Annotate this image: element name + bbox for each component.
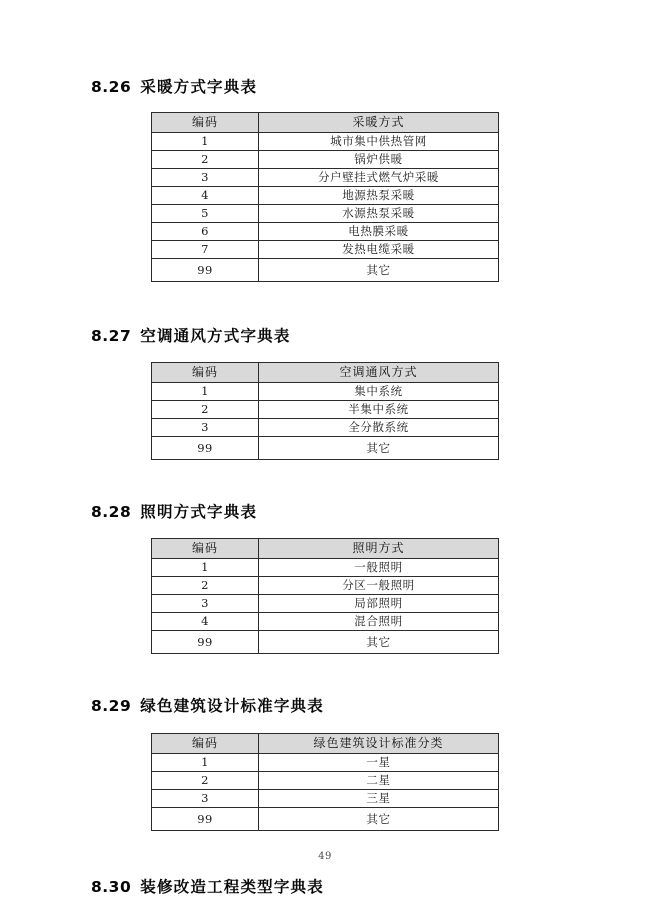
table-row <box>152 771 499 789</box>
cell-code: 6 <box>152 223 259 241</box>
section-title: 采暖方式字典表 <box>140 78 258 96</box>
table-row <box>152 133 499 151</box>
cell-name: 分区一般照明 <box>259 577 499 595</box>
cell-name: 发热电缆采暖 <box>259 241 499 259</box>
cell-name: 其它 <box>259 631 499 654</box>
section-number: 8.30 <box>91 877 132 896</box>
cell-code: 1 <box>152 133 259 151</box>
column-header-name: 绿色建筑设计标准分类 <box>259 733 499 753</box>
table-row <box>152 789 499 807</box>
table-row <box>152 241 499 259</box>
table-row <box>152 436 499 459</box>
table-row <box>152 577 499 595</box>
cell-code: 1 <box>152 753 259 771</box>
cell-name: 混合照明 <box>259 613 499 631</box>
table-row <box>152 559 499 577</box>
cell-name: 三星 <box>259 789 499 807</box>
table-row <box>152 807 499 830</box>
table-row <box>152 382 499 400</box>
cell-code: 5 <box>152 205 259 223</box>
section-8-29 <box>91 697 561 830</box>
dictionary-table <box>151 538 499 654</box>
column-header-name: 空调通风方式 <box>259 362 499 382</box>
dictionary-table <box>151 733 499 831</box>
cell-name: 其它 <box>259 259 499 282</box>
section-title: 绿色建筑设计标准字典表 <box>140 697 324 716</box>
cell-code: 2 <box>152 577 259 595</box>
cell-code: 99 <box>152 631 259 654</box>
page-content <box>91 0 561 897</box>
cell-code: 2 <box>152 151 259 169</box>
cell-code: 4 <box>152 613 259 631</box>
cell-code: 4 <box>152 187 259 205</box>
section-number: 8.28 <box>91 502 132 521</box>
cell-code: 99 <box>152 436 259 459</box>
table-header-row <box>152 362 499 382</box>
section-title: 照明方式字典表 <box>140 502 258 521</box>
cell-code: 1 <box>152 559 259 577</box>
cell-name: 全分散系统 <box>259 418 499 436</box>
table-row <box>152 613 499 631</box>
table-row <box>152 753 499 771</box>
cell-code: 99 <box>152 259 259 282</box>
section-number: 8.29 <box>91 697 132 716</box>
table-row <box>152 187 499 205</box>
section-8-26 <box>91 78 561 282</box>
cell-code: 3 <box>152 789 259 807</box>
cell-name: 二星 <box>259 771 499 789</box>
table-row <box>152 205 499 223</box>
table-row <box>152 400 499 418</box>
cell-name: 半集中系统 <box>259 400 499 418</box>
section-number: 8.26 <box>91 78 132 96</box>
table-row <box>152 259 499 282</box>
page-number: 49 <box>318 851 332 862</box>
cell-code: 1 <box>152 382 259 400</box>
cell-code: 2 <box>152 400 259 418</box>
dictionary-table <box>151 112 499 282</box>
section-heading <box>91 78 561 97</box>
section-heading <box>91 327 561 346</box>
section-8-28 <box>91 503 561 654</box>
column-header-name: 照明方式 <box>259 539 499 559</box>
cell-code: 2 <box>152 771 259 789</box>
cell-name: 分户壁挂式燃气炉采暖 <box>259 169 499 187</box>
dictionary-table <box>151 362 499 460</box>
table-row <box>152 169 499 187</box>
table-header-row <box>152 539 499 559</box>
table-row <box>152 595 499 613</box>
column-header-code: 编码 <box>152 539 259 559</box>
section-title: 装修改造工程类型字典表 <box>140 877 324 896</box>
table-row <box>152 418 499 436</box>
cell-code: 7 <box>152 241 259 259</box>
section-8-27 <box>91 327 561 459</box>
cell-code: 3 <box>152 169 259 187</box>
cell-name: 电热膜采暖 <box>259 223 499 241</box>
table-row <box>152 631 499 654</box>
section-title: 空调通风方式字典表 <box>140 327 291 346</box>
cell-name: 局部照明 <box>259 595 499 613</box>
table-header-row <box>152 733 499 753</box>
section-heading <box>91 697 561 716</box>
cell-name: 一般照明 <box>259 559 499 577</box>
cell-name: 水源热泵采暖 <box>259 205 499 223</box>
cell-name: 一星 <box>259 753 499 771</box>
cell-code: 3 <box>152 595 259 613</box>
section-heading <box>91 503 561 522</box>
cell-code: 3 <box>152 418 259 436</box>
column-header-code: 编码 <box>152 733 259 753</box>
cell-name: 地源热泵采暖 <box>259 187 499 205</box>
section-8-30 <box>91 878 561 897</box>
cell-code: 99 <box>152 807 259 830</box>
table-row <box>152 151 499 169</box>
section-heading <box>91 878 561 897</box>
column-header-code: 编码 <box>152 362 259 382</box>
column-header-code: 编码 <box>152 113 259 133</box>
table-header-row <box>152 113 499 133</box>
cell-name: 锅炉供暖 <box>259 151 499 169</box>
cell-name: 其它 <box>259 807 499 830</box>
cell-name: 集中系统 <box>259 382 499 400</box>
cell-name: 其它 <box>259 436 499 459</box>
cell-name: 城市集中供热管网 <box>259 133 499 151</box>
table-row <box>152 223 499 241</box>
section-number: 8.27 <box>91 327 132 346</box>
column-header-name: 采暖方式 <box>259 113 499 133</box>
